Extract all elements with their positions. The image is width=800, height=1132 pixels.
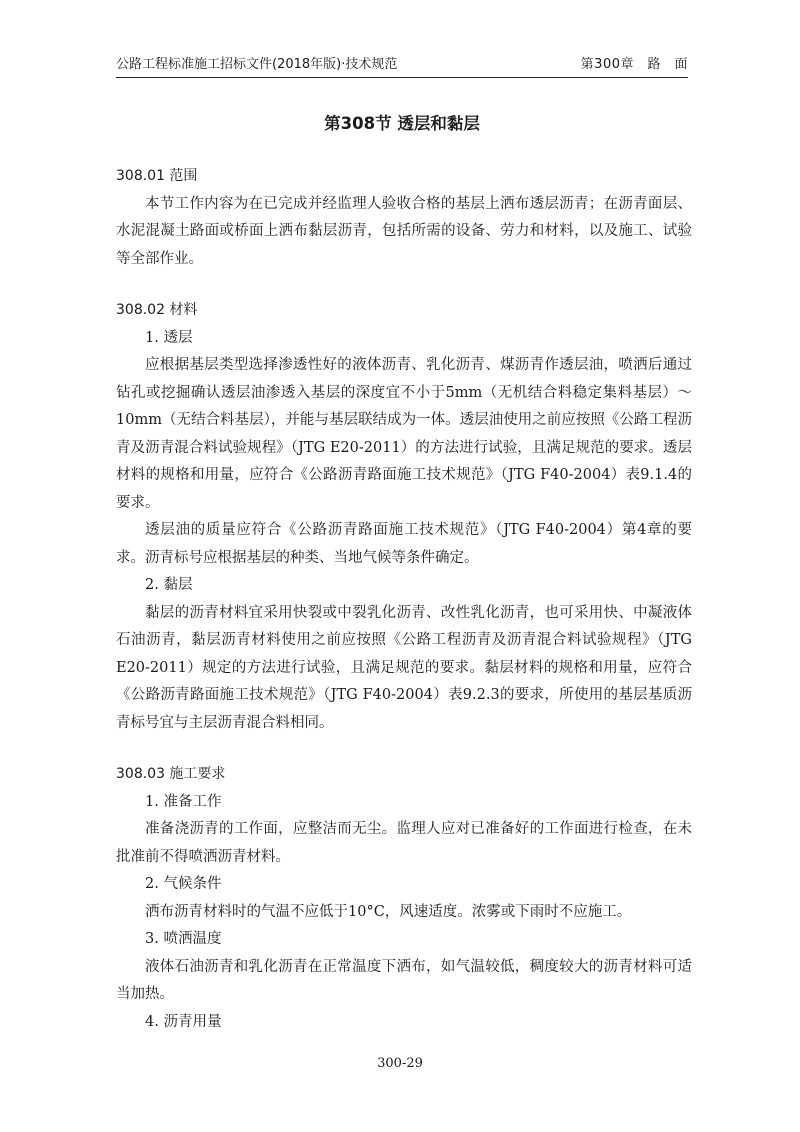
header-chapter: 第300章 路 面 [580,57,688,72]
subheading-spray-temperature: 3. 喷洒温度 [145,931,222,947]
page-body [116,163,692,1036]
paragraph-spray-temperature: 液体石油沥青和乳化沥青在正常温度下洒布，如气温较低，稠度较大的沥青材料可适当加热。 [116,958,692,1002]
paragraph-scope: 本节工作内容为在已完成并经监理人验收合格的基层上洒布透层沥青；在沥青面层、水泥混凝土路面或桥面上洒布黏层沥青，包括所需的设备、劳力和材料，以及施工、试验等全部作业。 [116,195,692,267]
paragraph-preparation: 准备浇沥青的工作面，应整洁而无尘。监理人应对已准备好的工作面进行检查，在未批准前不得喷洒沥青材料。 [116,821,692,865]
page-number: 300-29 [377,1056,423,1071]
running-header [116,56,688,78]
section-heading-308-01: 308.01 范围 [116,168,198,184]
section-title: 第308节 透层和黏层 [324,114,480,133]
subheading-prime-coat: 1. 透层 [145,329,193,346]
subheading-tack-coat: 2. 黏层 [145,577,193,593]
paragraph-tack-coat-material: 黏层的沥青材料宜采用快裂或中裂乳化沥青、改性乳化沥青，也可采用快、中凝液体石油沥青，黏层沥青材料使用之前应按照《公路工程沥青及沥青混合料试验规程》（JTG E20-2011）规定的方法进行试验，且满足规范的要求。黏层材料的规格和用量，应符合《公路沥青路面施工技术规范》（JTG F40-2004）表9.2.3的要求，所使用的基层基质沥青标号宜与主层沥青混合料相同。 [116,604,692,731]
paragraph-weather: 洒布沥青材料时的气温不应低于10°C，风速适度。浓雾或下雨时不应施工。 [145,903,632,920]
subheading-weather: 2. 气候条件 [145,876,222,892]
subheading-asphalt-dosage: 4. 沥青用量 [145,1013,222,1030]
paragraph-prime-coat-material: 应根据基层类型选择渗透性好的液体沥青、乳化沥青、煤沥青作透层油，喷洒后通过钻孔或挖掘确认透层油渗透入基层的深度宜不小于5mm（无机结合料稳定集料基层）～10mm（无结合料基层），并能与基层联结成为一体。透层油使用之前应按照《公路工程沥青及沥青混合料试验规程》（JTG E20-2011）的方法进行试验，且满足规范的要求。透层材料的规格和用量，应符合《公路沥青路面施工技术规范》（JTG F40-2004）表9.1.4的要求。 [116,357,692,511]
subheading-preparation: 1. 准备工作 [145,793,222,810]
header-document-title: 公路工程标准施工招标文件(2018年版)·技术规范 [116,57,398,72]
paragraph-prime-coat-quality: 透层油的质量应符合《公路沥青路面施工技术规范》（JTG F40-2004）第4章的要求。沥青标号应根据基层的种类、当地气候等条件确定。 [116,522,692,566]
section-heading-308-03: 308.03 施工要求 [116,766,226,782]
section-heading-308-02: 308.02 材料 [116,302,198,318]
